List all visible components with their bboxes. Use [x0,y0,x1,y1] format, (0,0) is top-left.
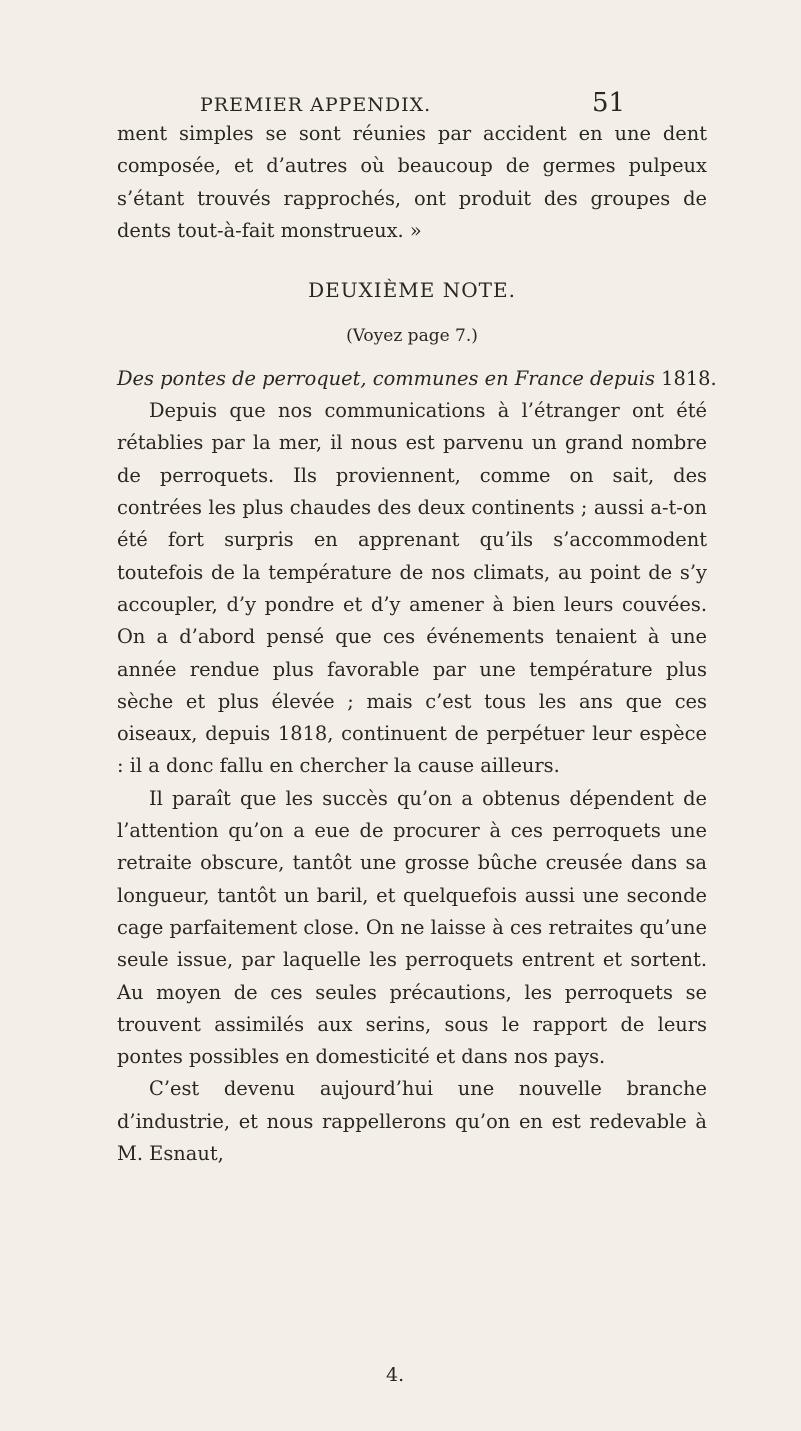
note-subject-text: Des pontes de perroquet, communes en France depuis [117,367,655,391]
page-body [117,118,717,1170]
signature-mark: 4. [386,1364,405,1386]
note-title: DEUXIÈME NOTE. [308,278,516,303]
note-subject-year: 1818. [661,367,717,391]
note-subject [117,363,717,395]
running-title: PREMIER APPENDIX. [200,94,432,116]
page-number: 51 [592,88,626,118]
page-reference: (Voyez page 7.) [346,326,478,347]
paragraph-2: Il paraît que les succès qu’on a obtenus dépendent de l’attention qu’on a eue de procurer à ces perroquets une retraite obscure, tantôt une grosse bûche creusée dans sa longueur, tantôt un baril, et quelquefois aussi une seconde cage parfaitement close. On ne laisse à ces retraites qu’une seule issue, par laquelle les perroquets entrent et sortent. Au moyen de ces seules précautions, les perroquets se trouvent assimilés aux serins, sous le rapport de leurs pontes possibles en domesticité et dans nos pays. [117,786,707,1069]
opening-paragraph: ment simples se sont réunies par accident en une dent composée, et d’autres où beaucoup de germes pulpeux s’étant trouvés rapprochés, ont produit des groupes de dents tout-à-fait monstrueux. » [117,122,707,242]
paragraph-3: C’est devenu aujourd’hui une nouvelle branche d’industrie, et nous rappellerons qu’on en est redevable à M. Esnaut, [117,1077,707,1166]
paragraph-1: Depuis que nos communications à l’étranger ont été rétablies par la mer, il nous est parvenu un grand nombre de perroquets. Ils proviennent, comme on sait, des contrées les plus chaudes des deux continents ; aussi a-t-on été fort surpris en apprenant qu’ils s’accommodent toutefois de la température de nos climats, au point de s’y accoupler, d’y pondre et d’y amener à bien leurs couvées. On a d’abord pensé que ces événements tenaient à une année rendue plus favorable par une température plus sèche et plus élevée ; mais c’est tous les ans que ces oiseaux, depuis 1818, continuent de perpétuer leur espèce : il a donc fallu en chercher la cause ailleurs. [117,399,707,778]
